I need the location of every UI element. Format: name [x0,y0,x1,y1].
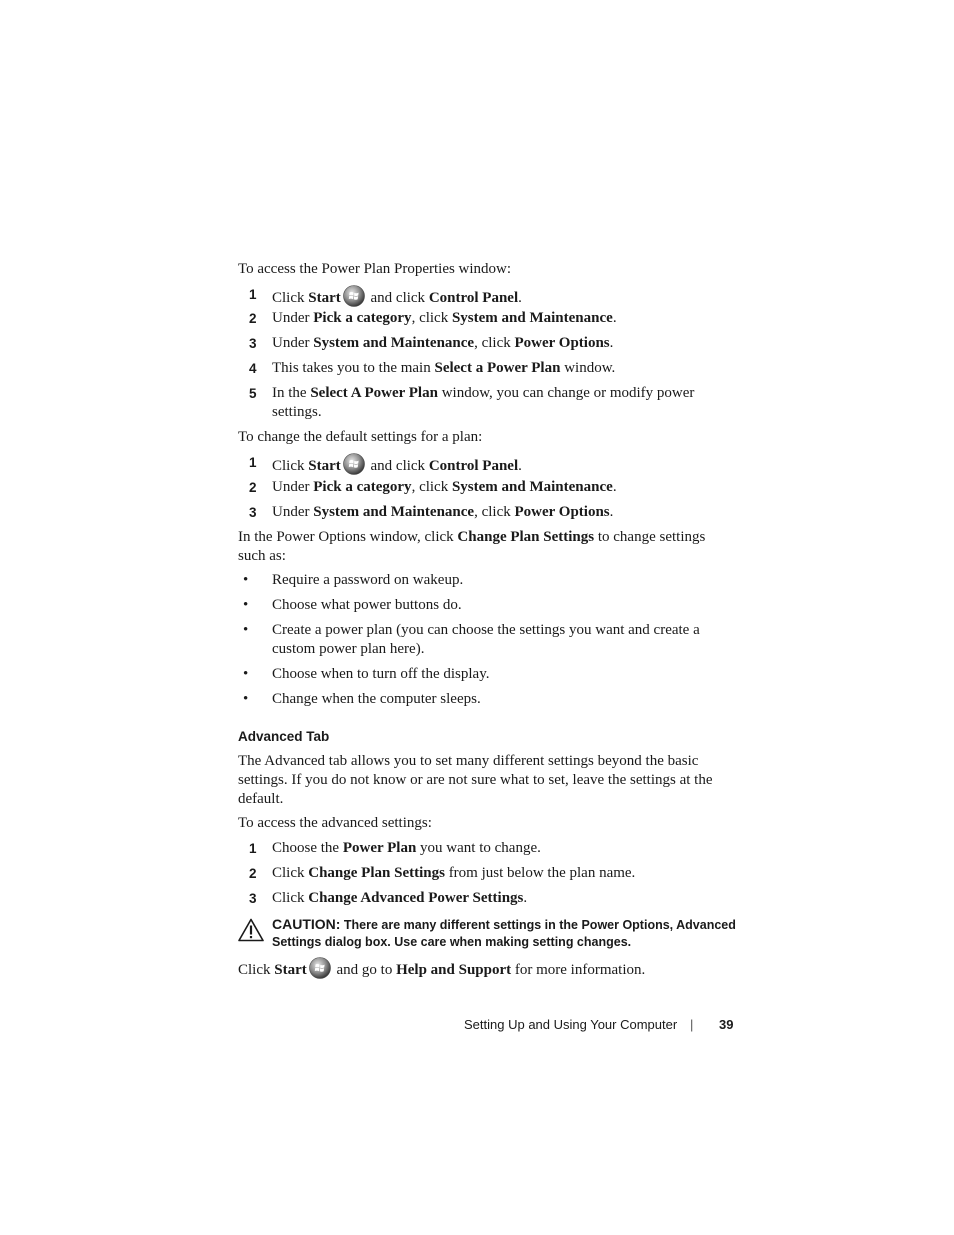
caution-triangle-icon [238,918,264,942]
footer-separator: | [690,1017,694,1032]
bullet-icon: • [243,597,249,613]
body-paragraph: Click Start and go to Help and Support for more information. [238,957,736,980]
windows-start-icon [343,285,365,307]
intro-text: To change the default settings for a plan: [238,429,483,445]
caution-label: CAUTION: [272,916,341,932]
bullet-icon: • [243,691,249,707]
body-paragraph: The Advanced tab allows you to set many different settings beyond the basic settings. If you do not know or are not sure what to set, leave the settings at the default. [238,753,713,807]
intro-text: To access the Power Plan Properties window: [238,261,512,277]
body-paragraph: In the Power Options window, click Change Plan Settings to change settings such as: [238,529,706,564]
windows-start-icon [309,957,331,979]
windows-start-icon [343,453,365,475]
bullet-icon: • [243,572,249,588]
bullet-icon: • [243,666,249,682]
footer-title: Setting Up and Using Your Computer [464,1017,678,1032]
page-number: 39 [719,1017,734,1032]
intro-text: To access the advanced settings: [238,815,432,831]
section-heading: Advanced Tab [238,729,330,744]
bullet-icon: • [243,622,249,638]
